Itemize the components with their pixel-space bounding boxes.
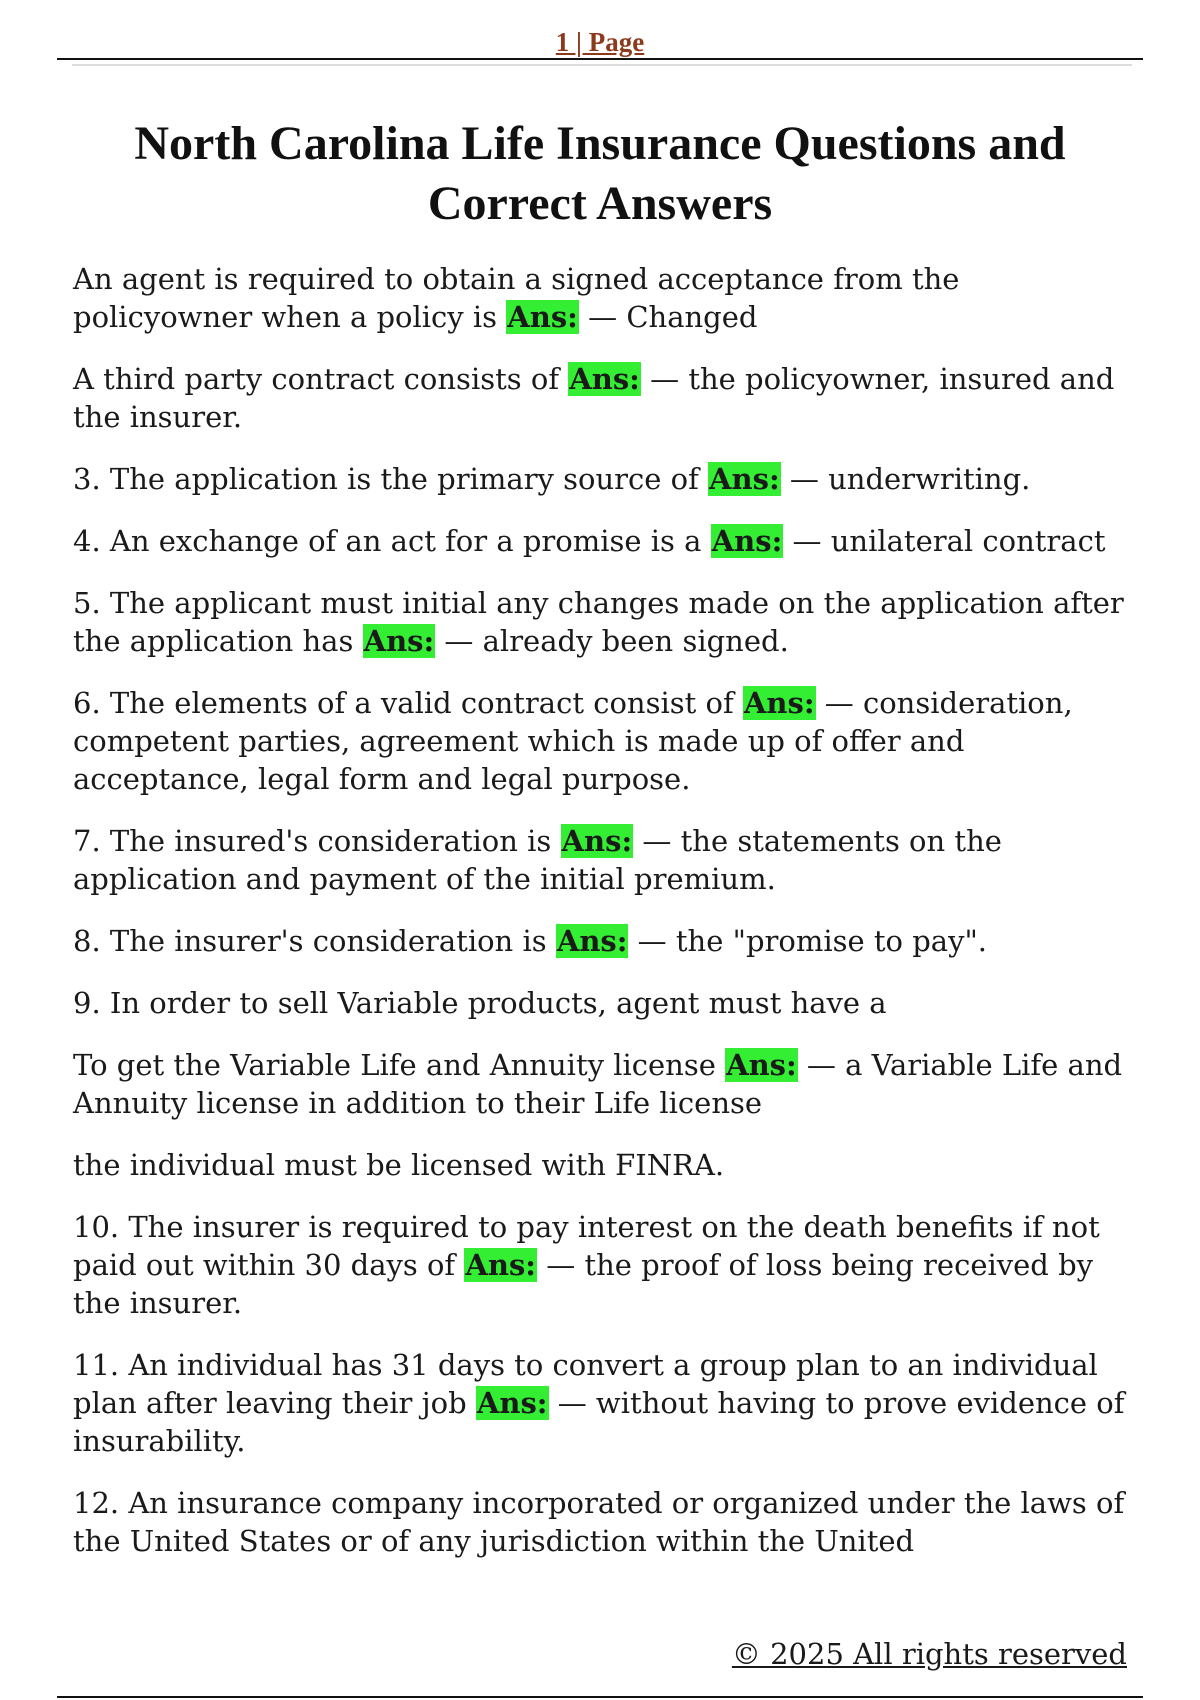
qa-item	[73, 1346, 1133, 1460]
answer-text: — the policyowner, insured and the insurer.	[73, 362, 1115, 434]
answer-text: — without having to prove evidence of insurability.	[73, 1386, 1125, 1458]
copyright-notice: © 2025 All rights reserved	[731, 1637, 1127, 1671]
answer-text: — the statements on the application and payment of the initial premium.	[73, 824, 1002, 896]
answer-marker: Ans:	[711, 524, 783, 558]
paragraph-text: the individual must be licensed with FINRA.	[73, 1148, 725, 1182]
answer-text: — consideration, competent parties, agreement which is made up of offer and acceptance, legal form and legal purpose.	[73, 686, 1073, 796]
qa-item	[73, 1046, 1133, 1122]
question-text: 8. The insurer's consideration is	[73, 924, 556, 958]
answer-text: — the proof of loss being received by the insurer.	[73, 1248, 1094, 1320]
answer-marker: Ans:	[556, 924, 628, 958]
question-text: 10. The insurer is required to pay interest on the death benefits if not paid out within 30 days of	[73, 1210, 1100, 1282]
footer-divider	[57, 1696, 1143, 1698]
qa-item	[73, 1484, 1133, 1560]
qa-item	[73, 922, 1133, 960]
page-number-label: 1 | Page	[555, 27, 645, 57]
question-text: A third party contract consists of	[73, 362, 569, 396]
question-text: 6. The elements of a valid contract consist of	[73, 686, 743, 720]
answer-marker: Ans:	[743, 686, 815, 720]
answer-marker: Ans:	[465, 1248, 537, 1282]
qa-item	[73, 822, 1133, 898]
header-divider	[72, 64, 1132, 66]
question-text: 5. The applicant must initial any changes made on the application after the application has	[73, 586, 1124, 658]
question-text: 11. An individual has 31 days to convert a group plan to an individual plan after leaving their job	[73, 1348, 1098, 1420]
qa-item	[73, 684, 1133, 798]
document-title: North Carolina Life Insurance Questions and Correct Answers	[134, 117, 1066, 230]
answer-marker: Ans:	[726, 1048, 797, 1082]
answer-text: — underwriting.	[780, 462, 1031, 496]
paragraph-text: 12. An insurance company incorporated or organized under the laws of the United States or of any jurisdiction within the United	[73, 1486, 1125, 1558]
answer-marker: Ans:	[561, 824, 633, 858]
question-text: 3. The application is the primary source of	[73, 462, 709, 496]
qa-item	[73, 460, 1133, 498]
answer-marker: Ans:	[709, 462, 780, 496]
answer-text: — already been signed.	[435, 624, 789, 658]
answer-text: — a Variable Life and Annuity license in addition to their Life license	[73, 1048, 1123, 1120]
qa-item	[73, 522, 1133, 560]
qa-item	[73, 260, 1133, 336]
answer-text: — Changed	[578, 300, 758, 334]
page-header	[57, 22, 1143, 60]
answer-marker: Ans:	[507, 300, 578, 334]
qa-item	[73, 584, 1133, 660]
answer-text: — unilateral contract	[783, 524, 1106, 558]
question-text: An agent is required to obtain a signed acceptance from the policyowner when a policy is	[73, 262, 960, 334]
question-text: 4. An exchange of an act for a promise is a	[73, 524, 711, 558]
qa-item	[73, 360, 1133, 436]
answer-marker: Ans:	[363, 624, 435, 658]
qa-item	[73, 1208, 1133, 1322]
answer-marker: Ans:	[569, 362, 640, 396]
qa-item	[73, 984, 1133, 1022]
qa-item	[73, 1146, 1133, 1184]
answer-marker: Ans:	[476, 1386, 548, 1420]
question-text: 7. The insured's consideration is	[73, 824, 561, 858]
paragraph-text: 9. In order to sell Variable products, agent must have a	[73, 986, 887, 1020]
qa-list	[73, 260, 1133, 1584]
answer-text: — the "promise to pay".	[628, 924, 988, 958]
question-text: To get the Variable Life and Annuity license	[73, 1048, 726, 1082]
